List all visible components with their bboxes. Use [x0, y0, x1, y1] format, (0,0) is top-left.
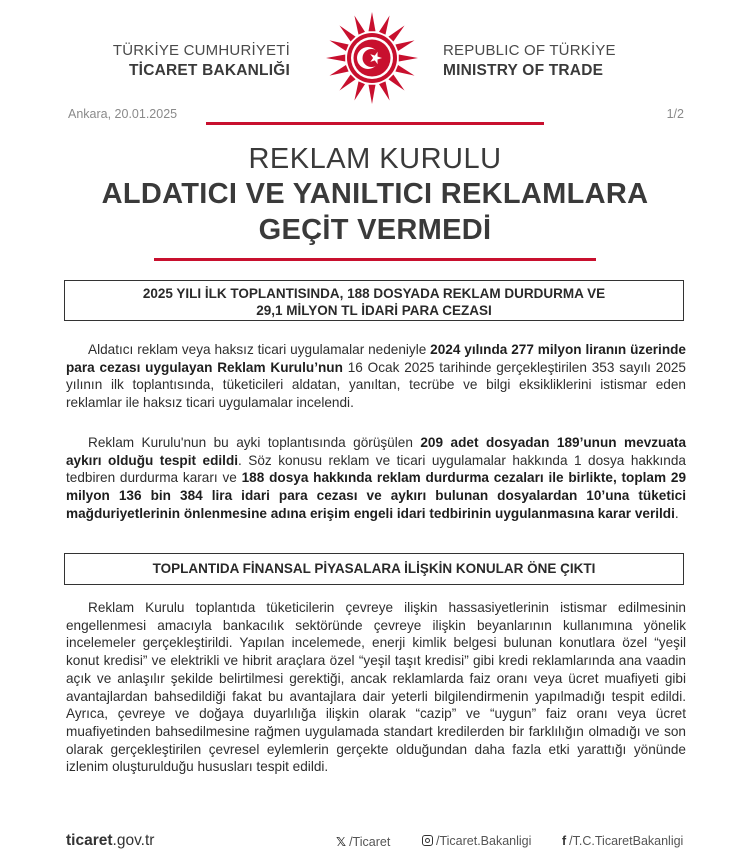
p1-text-2: 16 Ocak 2025 tarihinde gerçekleştirilen 353 sayılı 2025 yılının ilk toplantısında, tüketicileri aldatan, yanıltan, tecrübe ve bilgi eksikliklerini istismar eden reklamlar ile haksız ticari uygulamalar incelendi.: [66, 359, 686, 411]
emblem-ray: [388, 74, 404, 90]
title-subtitle: REKLAM KURULU: [248, 143, 502, 175]
emblem-ray: [339, 74, 355, 90]
paragraph-2: [66, 434, 686, 523]
emblem-ray: [399, 54, 418, 61]
p1-bold-1: 2024 yılında 277 milyon liranın üzerinde para cezası uygulayan Reklam Kurulu’nun: [66, 342, 686, 375]
emblem-ray: [354, 81, 365, 100]
emblem-ray: [354, 16, 365, 35]
p2-bold-2: 188 dosya hakkında reklam durdurma cezaları ile birlikte, toplam 29 milyon 136 bin 384 lira idari para cezası ve aykırı bulunan dosyalardan 10’una tüketici mağduriyetlerinin önlenmesine adına erişim engeli idari tedbirinin uygulanmasına karar verildi: [66, 470, 687, 521]
section-heading: TOPLANTIDA FİNANSAL PİYASALARA İLİŞKİN KONULAR ÖNE ÇIKTI: [152, 561, 596, 576]
instagram-social-link[interactable]: [422, 834, 531, 848]
emblem-ray: [388, 25, 404, 41]
x-handle: /Ticaret: [349, 835, 391, 849]
emblem-ray: [395, 65, 414, 76]
headline-box-line1: 2025 YILI İLK TOPLANTISINDA, 188 DOSYADA REKLAM DURDURMA VE: [142, 286, 606, 301]
p2-text-2: . Söz konusu reklam ve ticari uygulamalar hakkında 1 dosya hakkında tedbiren durdurma kararı ve: [66, 452, 686, 486]
p3-text: Reklam Kurulu toplantıda tüketicilerin çevreye ilişkin hassasiyetlerinin istismar edilmesinin engellenmesi amacıyla bankacılık sektöründe çevreye ilişkin beyanlarının kullanımına yönelik incelemeler gerçekleştirildi. Yapılan incelemede, enerji kimlik belgesi bulunan konutlara özel “yeşil konut kredisi” ve elektrikli ve hibrit araçlara özel “yeşil taşıt kredisi” gibi kredi reklamlarında ana vaadin açık ve anlaşılır şekilde belirtilmesi gerektiği, ancak reklamlarda faiz oranı veya ücret muafiyeti gibi avantajlardan bahsedildiği fakat bu avantajlara dair yeterli bilgilendirmenin yapılmadığı tespit edildi. Ayrıca, çevreye ve doğaya duyarlılığa ilişkin olarak “cazip” ve “uygun” faiz oranı veya ücret muafiyetinden bahsedilmesine rağmen uygulamada standart kredilerden bir farklılığın olmadığı ve son olarak gerçekleştirilen çevresel eylemlerin gerçekte olduğundan daha fazla etki yarattığı yönünde izlenim oluşturulduğu hususları tespit edildi.: [66, 600, 686, 775]
p2-text-1: Reklam Kurulu'nun bu ayki toplantısında görüşülen: [88, 435, 421, 450]
paragraph-3: [66, 599, 686, 776]
title-block: [0, 142, 750, 248]
title-line1: ALDATICI VE YANILTICI REKLAMLARA: [101, 178, 649, 210]
header-left-line2: TİCARET BAKANLIĞI: [129, 62, 290, 79]
title-divider: [154, 258, 596, 261]
headline-box-line2: 29,1 MİLYON TL İDARİ PARA CEZASI: [256, 303, 492, 318]
header-right-line1: REPUBLIC OF TÜRKİYE: [443, 42, 616, 59]
website-link[interactable]: [66, 832, 154, 850]
x-logo-icon: 𝕏: [336, 835, 347, 849]
header-right-line2: MINISTRY OF TRADE: [443, 62, 604, 79]
footer: [0, 831, 750, 853]
headline-box: [64, 280, 684, 321]
emblem-ray: [368, 85, 375, 104]
header-divider: [206, 122, 544, 125]
emblem-ray: [395, 40, 414, 51]
emblem-ray: [379, 16, 390, 35]
emblem-ray: [379, 81, 390, 100]
facebook-icon: f: [562, 834, 567, 848]
instagram-handle: /Ticaret.Bakanligi: [436, 834, 532, 848]
website-bold: ticaret: [66, 832, 113, 849]
header-left: [113, 41, 290, 81]
x-social-link[interactable]: [336, 834, 390, 849]
emblem-ray: [330, 40, 349, 51]
page-number: 1/2: [666, 107, 684, 121]
ministry-emblem-icon: [318, 10, 426, 106]
instagram-icon: [422, 835, 433, 846]
facebook-handle: /T.C.TicaretBakanligi: [569, 834, 684, 848]
section-heading-box: [64, 553, 684, 585]
emblem-ray: [339, 25, 355, 41]
release-date: Ankara, 20.01.2025: [68, 107, 178, 121]
header-right: [443, 41, 616, 81]
website-rest: .gov.tr: [112, 832, 155, 849]
facebook-social-link[interactable]: [562, 834, 683, 848]
p2-text-3: .: [674, 505, 679, 521]
meta-row: [68, 107, 684, 123]
emblem-ray: [326, 54, 345, 61]
header-left-line1: TÜRKİYE CUMHURİYETİ: [112, 42, 290, 59]
title-line2: GEÇİT VERMEDİ: [258, 214, 492, 246]
p2-bold-1: 209 adet dosyadan 189’unun mevzuata aykırı olduğu tespit edildi: [66, 435, 687, 468]
emblem-ray: [368, 12, 375, 31]
header: [0, 0, 750, 110]
emblem-ray: [330, 65, 349, 76]
p1-text-1: Aldatıcı reklam veya haksız ticari uygulamalar nedeniyle: [88, 342, 431, 357]
paragraph-1: [66, 341, 686, 412]
